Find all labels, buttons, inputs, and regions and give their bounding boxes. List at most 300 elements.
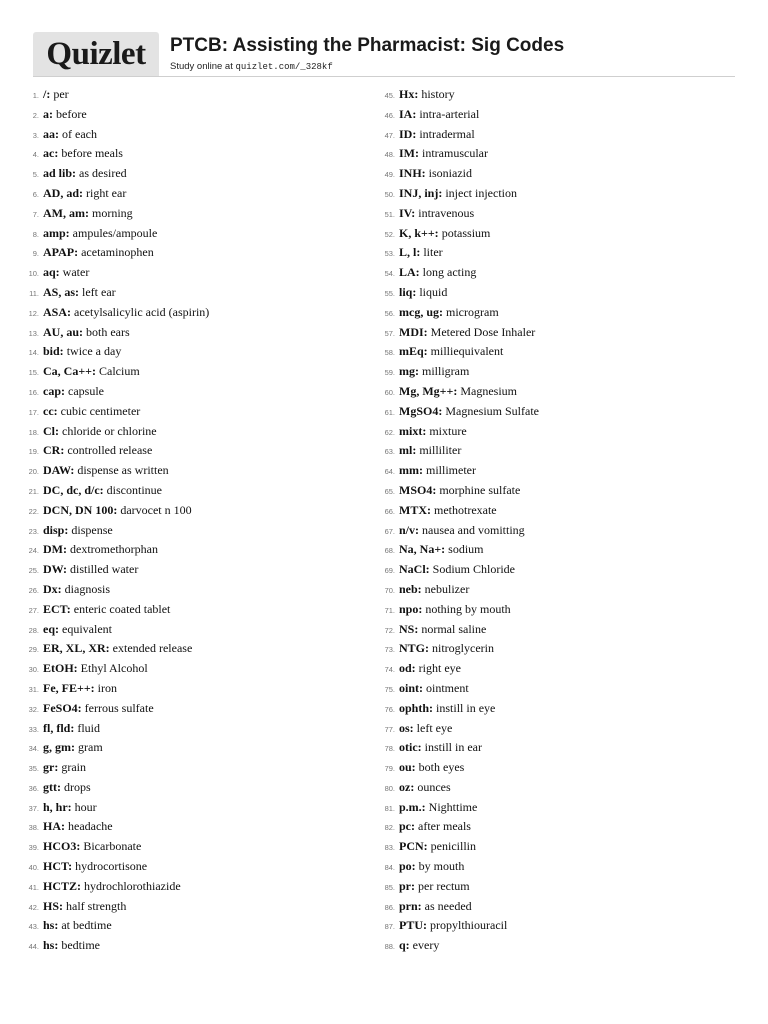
item-definition: before meals <box>61 146 123 161</box>
item-definition: by mouth <box>418 859 465 874</box>
item-definition: acetylsalicylic acid (aspirin) <box>74 304 210 319</box>
item-term: NTG: <box>399 641 429 656</box>
item-number: 9. <box>32 249 39 259</box>
list-item <box>24 364 344 384</box>
item-term: mixt: <box>399 423 427 438</box>
item-definition: isoniazid <box>428 166 472 181</box>
list-item <box>24 622 344 642</box>
item-term: K, k++: <box>399 225 439 240</box>
item-number: 88. <box>384 942 395 952</box>
item-definition: liquid <box>419 284 448 299</box>
item-definition: extended release <box>112 641 193 656</box>
item-term: Mg, Mg++: <box>399 383 458 398</box>
item-term: HA: <box>43 819 65 834</box>
list-item <box>24 641 344 661</box>
list-item <box>380 918 700 938</box>
item-number: 15. <box>28 368 39 378</box>
list-item <box>380 622 700 642</box>
list-item <box>380 404 700 424</box>
item-term: p.m.: <box>399 799 426 814</box>
item-term: /: <box>43 87 51 101</box>
item-definition: per rectum <box>418 878 470 893</box>
item-definition: intramuscular <box>422 146 488 161</box>
list-item <box>24 721 344 741</box>
list-item <box>380 87 700 107</box>
item-term: PTU: <box>399 918 427 933</box>
item-definition: Magnesium Sulfate <box>445 403 539 418</box>
item-definition: dispense <box>71 522 113 537</box>
list-item <box>380 483 700 503</box>
item-definition: intradermal <box>419 126 475 141</box>
item-term: ophth: <box>399 700 434 715</box>
item-number: 39. <box>28 843 39 853</box>
list-item <box>380 424 700 444</box>
list-item <box>380 186 700 206</box>
item-definition: ointment <box>426 680 469 695</box>
item-definition: hour <box>74 799 97 814</box>
item-definition: drops <box>64 779 91 794</box>
item-term: fl, fld: <box>43 720 75 735</box>
item-definition: Sodium Chloride <box>432 562 516 577</box>
item-term: DCN, DN 100: <box>43 502 118 517</box>
list-item <box>24 186 344 206</box>
item-number: 24. <box>28 546 39 556</box>
item-definition: instill in ear <box>424 740 482 755</box>
list-item <box>380 701 700 721</box>
list-item <box>380 899 700 919</box>
list-item <box>24 760 344 780</box>
item-term: MgSO4: <box>399 403 443 418</box>
item-definition: as desired <box>79 166 127 181</box>
item-term: DC, dc, d/c: <box>43 482 104 497</box>
list-item <box>380 879 700 899</box>
item-definition: Ethyl Alcohol <box>80 661 148 676</box>
list-item <box>24 938 344 958</box>
item-definition: water <box>62 265 90 280</box>
item-term: IM: <box>399 146 419 161</box>
item-definition: acetaminophen <box>81 245 154 260</box>
list-item <box>24 146 344 166</box>
item-term: ECT: <box>43 601 71 616</box>
list-item <box>24 265 344 285</box>
item-term: mm: <box>399 463 423 478</box>
list-item <box>24 859 344 879</box>
list-item <box>380 107 700 127</box>
item-number: 22. <box>28 506 39 516</box>
item-definition: left ear <box>82 284 116 299</box>
item-term: aq: <box>43 265 60 280</box>
item-term: pr: <box>399 878 415 893</box>
item-term: mcg, ug: <box>399 304 443 319</box>
list-item <box>380 562 700 582</box>
item-term: ou: <box>399 760 416 775</box>
item-definition: Magnesium <box>460 383 517 398</box>
item-definition: milligram <box>422 364 470 379</box>
item-number: 87. <box>384 922 395 932</box>
item-number: 38. <box>28 823 39 833</box>
item-term: n/v: <box>399 522 420 537</box>
item-number: 79. <box>384 764 395 774</box>
item-number: 55. <box>384 288 395 298</box>
item-definition: penicillin <box>430 839 476 854</box>
item-term: aa: <box>43 126 59 141</box>
list-item <box>380 226 700 246</box>
item-number: 32. <box>28 704 39 714</box>
list-item <box>24 325 344 345</box>
item-definition: propylthiouracil <box>430 918 508 933</box>
item-number: 63. <box>384 447 395 457</box>
item-number: 68. <box>384 546 395 556</box>
item-term: a: <box>43 106 53 121</box>
item-term: NaCl: <box>399 562 430 577</box>
item-number: 35. <box>28 764 39 774</box>
item-term: DM: <box>43 542 67 557</box>
item-number: 31. <box>28 684 39 694</box>
item-number: 64. <box>384 467 395 477</box>
list-item <box>24 344 344 364</box>
item-definition: after meals <box>418 819 471 834</box>
item-number: 45. <box>384 91 395 100</box>
item-term: AM, am: <box>43 205 89 220</box>
item-number: 16. <box>28 387 39 397</box>
list-item <box>24 127 344 147</box>
list-item <box>380 839 700 859</box>
item-definition: left eye <box>416 720 453 735</box>
item-number: 76. <box>384 704 395 714</box>
list-item <box>380 780 700 800</box>
list-item <box>380 602 700 622</box>
item-term: HS: <box>43 898 64 913</box>
left-column <box>24 87 344 958</box>
item-number: 26. <box>28 585 39 595</box>
item-definition: darvocet n 100 <box>120 502 192 517</box>
list-item <box>24 839 344 859</box>
item-definition: as needed <box>424 898 472 913</box>
list-item <box>380 206 700 226</box>
item-definition: intra-arterial <box>419 106 480 121</box>
list-item <box>24 800 344 820</box>
item-number: 5. <box>32 170 39 180</box>
item-number: 36. <box>28 783 39 793</box>
item-number: 85. <box>384 882 395 892</box>
item-term: LA: <box>399 265 420 280</box>
item-definition: normal saline <box>421 621 487 636</box>
item-term: CR: <box>43 443 65 458</box>
item-definition: gram <box>78 740 103 755</box>
item-number: 81. <box>384 803 395 813</box>
list-item <box>380 542 700 562</box>
item-number: 14. <box>28 348 39 358</box>
item-definition: chloride or chlorine <box>62 423 157 438</box>
list-item <box>24 701 344 721</box>
item-number: 54. <box>384 269 395 279</box>
list-item <box>24 582 344 602</box>
item-term: bid: <box>43 344 64 359</box>
item-definition: headache <box>68 819 113 834</box>
item-number: 74. <box>384 665 395 675</box>
item-term: amp: <box>43 225 70 240</box>
item-definition: iron <box>97 680 118 695</box>
item-number: 19. <box>28 447 39 457</box>
list-item <box>24 424 344 444</box>
item-number: 77. <box>384 724 395 734</box>
item-number: 3. <box>32 130 39 140</box>
item-definition: cubic centimeter <box>60 403 141 418</box>
item-number: 13. <box>28 328 39 338</box>
item-definition: hydrocortisone <box>75 859 148 874</box>
list-item <box>380 463 700 483</box>
item-number: 2. <box>32 110 39 120</box>
item-number: 44. <box>28 942 39 952</box>
item-number: 69. <box>384 566 395 576</box>
item-number: 23. <box>28 526 39 536</box>
list-item <box>24 483 344 503</box>
item-term: DAW: <box>43 463 75 478</box>
item-number: 7. <box>32 209 39 219</box>
list-item <box>380 800 700 820</box>
list-item <box>380 364 700 384</box>
item-definition: mixture <box>429 423 467 438</box>
item-term: HCTZ: <box>43 878 82 893</box>
item-term: INH: <box>399 166 426 181</box>
item-number: 17. <box>28 407 39 417</box>
item-term: NS: <box>399 621 419 636</box>
item-number: 25. <box>28 566 39 576</box>
item-term: po: <box>399 859 416 874</box>
list-item <box>380 127 700 147</box>
item-term: eq: <box>43 621 59 636</box>
item-definition: Nighttime <box>428 799 478 814</box>
list-item <box>24 918 344 938</box>
item-number: 50. <box>384 189 395 199</box>
list-item <box>24 166 344 186</box>
item-definition: microgram <box>446 304 499 319</box>
item-term: neb: <box>399 581 422 596</box>
item-term: Ca, Ca++: <box>43 364 97 379</box>
item-number: 8. <box>32 229 39 239</box>
item-number: 56. <box>384 308 395 318</box>
item-number: 37. <box>28 803 39 813</box>
list-item <box>24 602 344 622</box>
list-item <box>24 819 344 839</box>
item-term: g, gm: <box>43 740 75 755</box>
list-item <box>380 523 700 543</box>
item-definition: history <box>421 87 455 101</box>
item-number: 43. <box>28 922 39 932</box>
list-item <box>24 285 344 305</box>
item-term: disp: <box>43 522 69 537</box>
item-term: AS, as: <box>43 284 80 299</box>
item-number: 51. <box>384 209 395 219</box>
item-number: 11. <box>29 288 39 298</box>
item-number: 73. <box>384 645 395 655</box>
item-number: 70. <box>384 585 395 595</box>
item-number: 33. <box>28 724 39 734</box>
item-number: 10. <box>28 269 39 279</box>
item-term: Hx: <box>399 87 419 101</box>
list-item <box>24 384 344 404</box>
study-online-label: Study online at <box>170 61 236 72</box>
item-number: 82. <box>384 823 395 833</box>
item-term: gr: <box>43 760 59 775</box>
item-definition: fluid <box>77 720 101 735</box>
list-item <box>24 107 344 127</box>
item-definition: milliequivalent <box>430 344 504 359</box>
item-definition: nebulizer <box>424 581 470 596</box>
item-definition: grain <box>61 760 86 775</box>
item-term: Cl: <box>43 423 59 438</box>
item-number: 61. <box>384 407 395 417</box>
item-number: 66. <box>384 506 395 516</box>
item-number: 53. <box>384 249 395 259</box>
item-term: hs: <box>43 938 59 953</box>
item-definition: right eye <box>418 661 461 676</box>
list-item <box>24 879 344 899</box>
item-number: 71. <box>384 605 395 615</box>
item-term: FeSO4: <box>43 700 82 715</box>
study-url-link[interactable]: quizlet.com/_328kf <box>235 62 333 72</box>
item-number: 27. <box>28 605 39 615</box>
item-definition: morphine sulfate <box>439 482 521 497</box>
item-definition: right ear <box>86 185 127 200</box>
item-term: cap: <box>43 383 65 398</box>
item-term: ml: <box>399 443 417 458</box>
item-number: 29. <box>28 645 39 655</box>
item-term: APAP: <box>43 245 79 260</box>
item-definition: nothing by mouth <box>425 601 511 616</box>
list-item <box>24 226 344 246</box>
item-definition: morning <box>91 205 133 220</box>
item-definition: half strength <box>66 898 127 913</box>
item-definition: nitroglycerin <box>432 641 494 656</box>
item-term: pc: <box>399 819 415 834</box>
item-definition: enteric coated tablet <box>73 601 171 616</box>
item-definition: intravenous <box>418 205 475 220</box>
item-term: PCN: <box>399 839 428 854</box>
item-number: 83. <box>384 843 395 853</box>
list-item <box>380 760 700 780</box>
list-item <box>24 463 344 483</box>
page-header <box>33 32 735 77</box>
item-definition: at bedtime <box>61 918 112 933</box>
item-definition: dispense as written <box>77 463 169 478</box>
item-number: 80. <box>384 783 395 793</box>
item-term: otic: <box>399 740 422 755</box>
item-number: 72. <box>384 625 395 635</box>
item-number: 34. <box>28 744 39 754</box>
list-item <box>380 325 700 345</box>
item-number: 59. <box>384 368 395 378</box>
item-term: Fe, FE++: <box>43 680 95 695</box>
item-number: 49. <box>384 170 395 180</box>
list-item <box>24 661 344 681</box>
list-item <box>24 503 344 523</box>
item-term: ID: <box>399 126 417 141</box>
item-definition: ampules/ampoule <box>72 225 158 240</box>
item-term: ac: <box>43 146 59 161</box>
item-definition: methotrexate <box>434 502 497 517</box>
list-item <box>24 780 344 800</box>
item-definition: per <box>53 87 69 101</box>
item-term: cc: <box>43 403 58 418</box>
item-term: npo: <box>399 601 423 616</box>
item-definition: millimeter <box>426 463 476 478</box>
list-item <box>24 404 344 424</box>
list-item <box>380 859 700 879</box>
item-number: 42. <box>28 902 39 912</box>
list-item <box>380 819 700 839</box>
item-term: Dx: <box>43 581 62 596</box>
item-term: os: <box>399 720 414 735</box>
item-number: 46. <box>384 110 395 120</box>
item-number: 67. <box>384 526 395 536</box>
list-item <box>380 305 700 325</box>
item-term: L, l: <box>399 245 421 260</box>
item-number: 65. <box>384 486 395 496</box>
list-item <box>380 503 700 523</box>
item-number: 21. <box>28 486 39 496</box>
item-term: prn: <box>399 898 422 913</box>
item-definition: both eyes <box>418 760 465 775</box>
item-term: ER, XL, XR: <box>43 641 110 656</box>
item-number: 62. <box>384 427 395 437</box>
item-definition: Metered Dose Inhaler <box>430 324 536 339</box>
list-item <box>24 443 344 463</box>
item-definition: liter <box>423 245 443 260</box>
item-term: q: <box>399 938 410 953</box>
list-item <box>24 245 344 265</box>
list-item <box>380 721 700 741</box>
item-definition: instill in eye <box>436 700 496 715</box>
list-item <box>380 661 700 681</box>
item-definition: controlled release <box>67 443 153 458</box>
item-number: 48. <box>384 150 395 160</box>
item-number: 47. <box>384 130 395 140</box>
item-term: AD, ad: <box>43 185 84 200</box>
item-definition: diagnosis <box>64 581 111 596</box>
item-definition: inject injection <box>445 185 517 200</box>
item-number: 57. <box>384 328 395 338</box>
item-definition: Calcium <box>99 364 140 379</box>
item-term: HCT: <box>43 859 73 874</box>
item-definition: distilled water <box>70 562 139 577</box>
item-number: 78. <box>384 744 395 754</box>
item-number: 12. <box>28 308 39 318</box>
item-definition: discontinue <box>106 482 162 497</box>
item-term: ad lib: <box>43 166 77 181</box>
item-number: 84. <box>384 863 395 873</box>
item-term: AU, au: <box>43 324 84 339</box>
item-term: INJ, inj: <box>399 185 443 200</box>
item-number: 41. <box>28 882 39 892</box>
item-term: IV: <box>399 205 416 220</box>
item-term: mg: <box>399 364 419 379</box>
list-item <box>24 206 344 226</box>
list-item <box>380 641 700 661</box>
list-item <box>380 740 700 760</box>
item-definition: capsule <box>68 383 104 398</box>
list-item <box>380 443 700 463</box>
item-definition: ounces <box>417 779 451 794</box>
item-number: 86. <box>384 902 395 912</box>
item-number: 18. <box>28 427 39 437</box>
item-definition: nausea and vomitting <box>422 522 525 537</box>
item-number: 52. <box>384 229 395 239</box>
item-term: od: <box>399 661 416 676</box>
list-item <box>24 562 344 582</box>
item-term: MTX: <box>399 502 431 517</box>
item-term: gtt: <box>43 779 61 794</box>
